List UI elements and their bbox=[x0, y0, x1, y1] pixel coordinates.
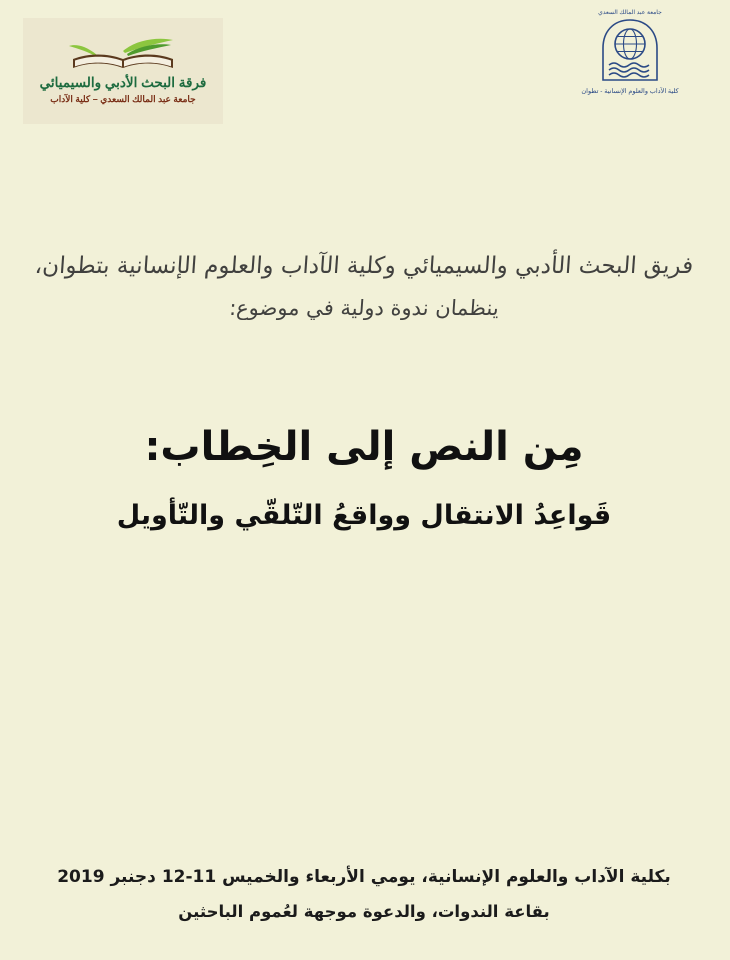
event-invitation-note: بقاعة الندوات، والدعوة موجهة لعُموم الباحثين bbox=[179, 902, 551, 922]
page-subtitle: قَواعِدُ الانتقال وواقعُ التّلقّي والتّأويل bbox=[117, 500, 613, 531]
intro-line-2: ينظمان ندوة دولية في موضوع: bbox=[229, 295, 501, 320]
intro-paragraph bbox=[0, 245, 730, 329]
research-team-logo bbox=[24, 18, 224, 124]
research-team-name: فرقة البحث الأدبي والسيميائي bbox=[40, 74, 208, 90]
faculty-emblem bbox=[566, 10, 696, 128]
globe-with-waves-emblem-icon bbox=[598, 18, 664, 84]
event-venue-and-date: بكلية الآداب والعلوم الإنسانية، يومي الأربعاء والخميس 11-12 دجنبر 2019 bbox=[58, 866, 672, 887]
page-title: مِن النص إلى الخِطاب: bbox=[145, 424, 585, 470]
conference-title-block bbox=[0, 420, 730, 535]
intro-line-1: فريق البحث الأدبي والسيميائي وكلية الآداب والعلوم الإنسانية بتطوان، bbox=[34, 253, 696, 279]
faculty-emblem-top-text: جامعة عبد المالك السعدي bbox=[599, 10, 663, 16]
open-book-with-wheat-logo-icon bbox=[68, 37, 180, 71]
faculty-emblem-bottom-text: كلية الآداب والعلوم الإنسانية - تطوان bbox=[582, 87, 680, 95]
event-details bbox=[0, 860, 730, 930]
university-faculty-name: جامعة عبد المالك السعدي – كلية الآداب bbox=[51, 94, 197, 105]
